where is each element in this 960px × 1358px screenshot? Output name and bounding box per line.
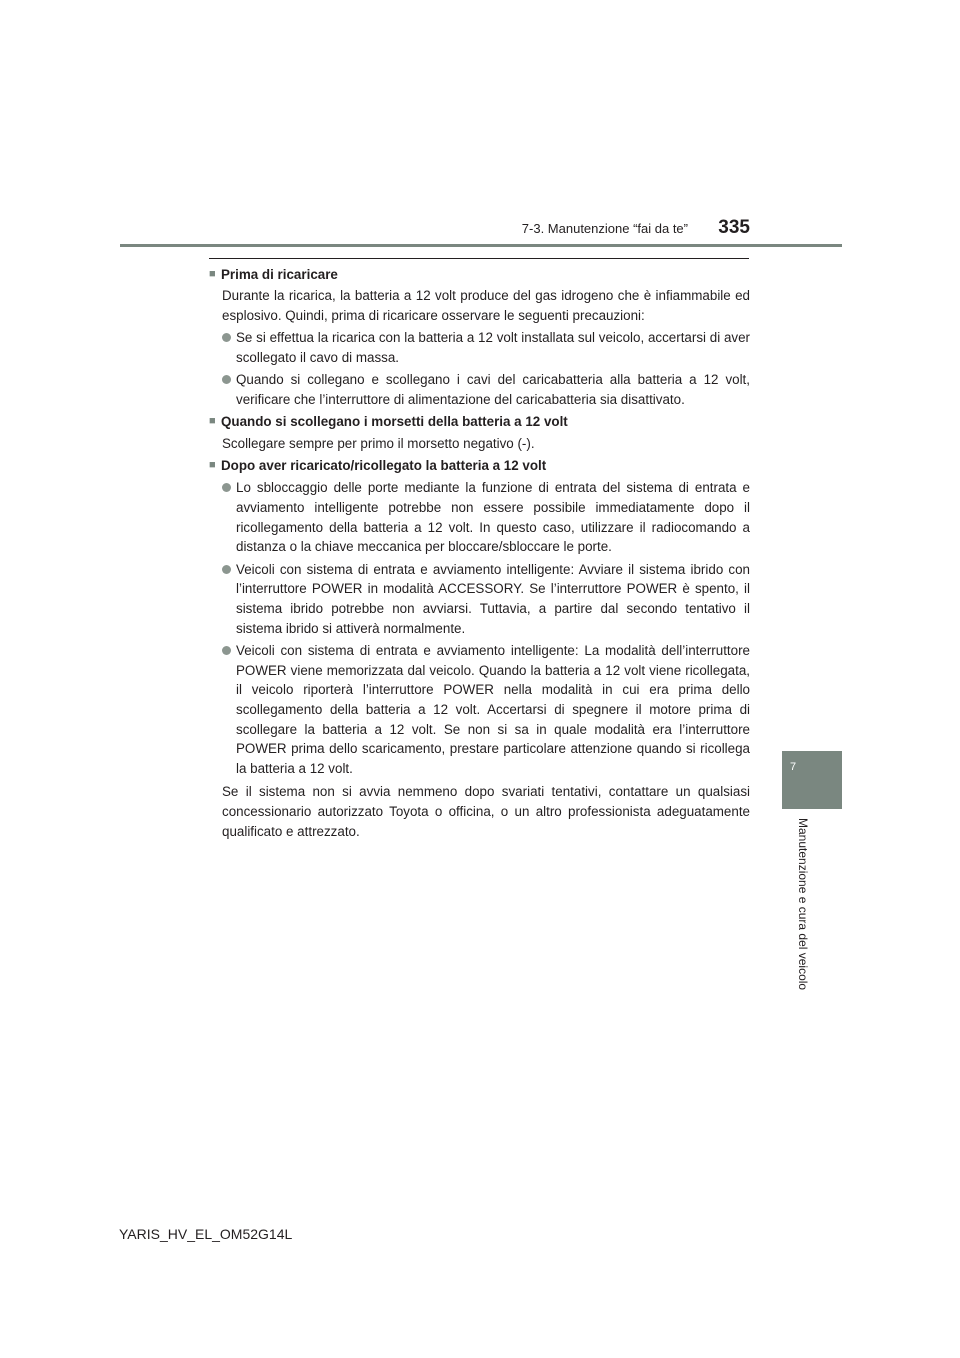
list-item: [222, 641, 750, 778]
chapter-number: 7: [789, 761, 797, 773]
manual-code: YARIS_HV_EL_OM52G14L: [119, 1226, 293, 1242]
list-item: [222, 560, 750, 638]
section-scollegamento-morsetti: [209, 412, 750, 453]
list-item-text: Veicoli con sistema di entrata e avviamento intelligente: La modalità dell’interruttore POWER viene memorizzata dal veicolo. Quando la batteria a 12 volt viene ricollegata, il veicolo riporterà l’interruttore POWER nella modalità in cui era prima dello scollegamento della batteria a 12 volt. Accertarsi di spegnere il motore prima di scollegare la batteria a 12 volt. Se non si sa in quale modalità era l’interruttore POWER prima dello scaricamento, prestare particolare attenzione quando si ricollega la batteria a 12 volt.: [236, 643, 750, 776]
list-item-text: Quando si collegano e scollegano i cavi del caricabatteria alla batteria a 12 volt, verificare che l’interruttore di alimentazione del caricabatteria sia disattivato.: [236, 372, 750, 408]
header-rule: [120, 244, 842, 247]
section-heading: Dopo aver ricaricato/ricollegato la batteria a 12 volt: [221, 457, 547, 473]
square-bullet-icon: ■: [209, 458, 216, 471]
list-item: [222, 328, 750, 367]
list-item: [222, 370, 750, 409]
square-bullet-icon: ■: [209, 415, 216, 428]
section-prima-di-ricaricare: [209, 265, 750, 410]
circle-bullet-icon: [222, 478, 236, 498]
content-top-rule: [209, 258, 749, 259]
closing-paragraph: Se il sistema non si avvia nemmeno dopo svariati tentativi, contattare un qualsiasi concessionario autorizzato Toyota o officina, o un altro professionista adeguatamente qualificato e attrezzato.: [222, 784, 750, 839]
chapter-tab: [782, 751, 842, 809]
circle-bullet-icon: [222, 560, 236, 580]
circle-bullet-icon: [222, 370, 236, 390]
section-paragraph: Durante la ricarica, la batteria a 12 volt produce del gas idrogeno che è infiammabile ed esplosivo. Quindi, prima di ricaricare osservare le seguenti precauzioni:: [222, 288, 750, 323]
list-item-text: Se si effettua la ricarica con la batteria a 12 volt installata sul veicolo, accertarsi di aver scollegato il cavo di massa.: [236, 330, 750, 365]
list-item-text: Veicoli con sistema di entrata e avviamento intelligente: Avviare il sistema ibrido con l’interruttore POWER in modalità ACCESSORY. Se l’interruttore POWER è spento, il sistema ibrido potrebbe non avviarsi. Tuttavia, a partire dal secondo tentativo il sistema ibrido si attiverà normalmente.: [236, 561, 750, 636]
square-bullet-icon: ■: [209, 267, 216, 280]
section-title: 7-3. Manutenzione “fai da te”: [521, 221, 688, 236]
chapter-side-label: Manutenzione e cura del veicolo: [796, 818, 810, 991]
page-content: [209, 262, 750, 841]
list-item-text: Lo sbloccaggio delle porte mediante la funzione di entrata del sistema di entrata e avviamento intelligente potrebbe non essere possibile immediatamente dopo il ricollegamento della batteria a 12 volt. In questo caso, utilizzare il radiocomando a distanza o la chiave meccanica per bloccare/sbloccare le porte.: [236, 480, 750, 555]
list-item: [222, 478, 750, 556]
circle-bullet-icon: [222, 641, 236, 661]
section-heading: Quando si scollegano i morsetti della batteria a 12 volt: [221, 414, 568, 430]
page-number: 335: [718, 217, 750, 238]
circle-bullet-icon: [222, 328, 236, 348]
section-heading: Prima di ricaricare: [221, 266, 338, 282]
section-dopo-ricarica: [209, 456, 750, 841]
section-paragraph: Scollegare sempre per primo il morsetto negativo (-).: [222, 435, 535, 451]
